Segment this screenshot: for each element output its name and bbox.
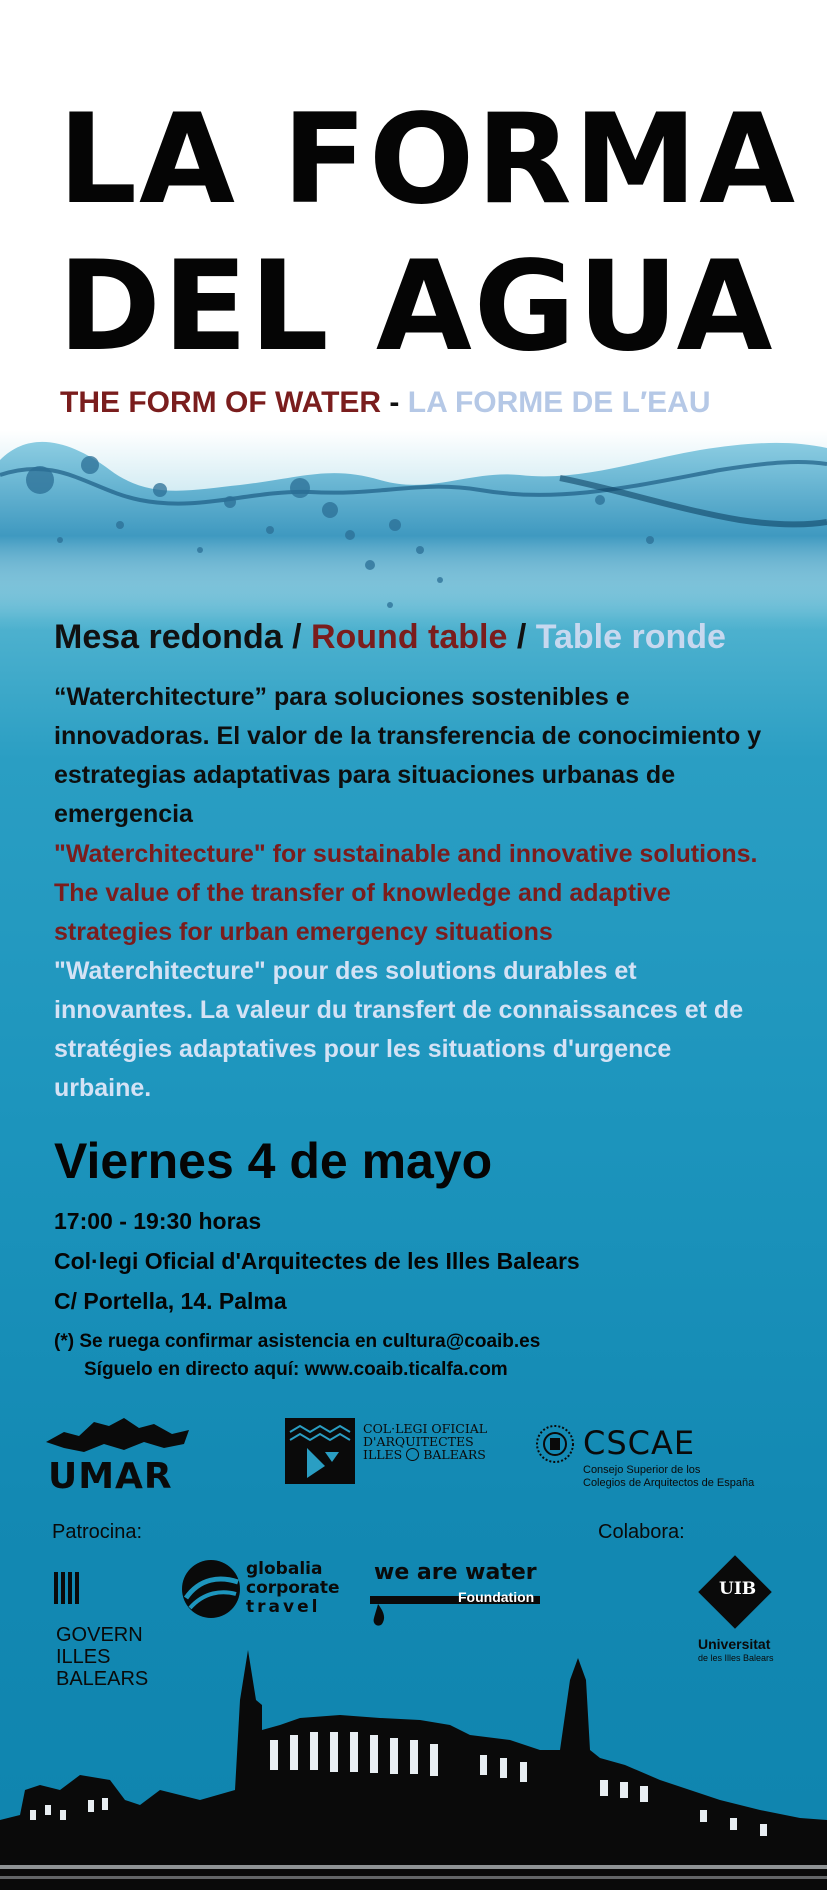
wearewater-foundation: Foundation	[458, 1589, 535, 1605]
globalia-line-2: corporate	[246, 1578, 340, 1598]
title-line-1: LA FORMA	[58, 88, 798, 232]
coaib-emblem-icon	[285, 1418, 355, 1484]
sponsor-label: Patrocina:	[52, 1521, 143, 1543]
coaib-line-2: D'ARQUITECTES	[363, 1434, 474, 1449]
subtitle-english: THE FORM OF WATER	[60, 386, 382, 419]
govern-stripes-icon	[54, 1568, 82, 1608]
cscae-seal-icon	[535, 1424, 575, 1464]
globalia-line-1: globalia	[246, 1559, 323, 1579]
mediterranean-map-icon	[44, 1412, 194, 1460]
description-spanish: “Waterchitecture” para soluciones sostenibles e innovadoras. El valor de la transferencia de conocimiento y estrategias adaptativas para situaciones urbanas de emergencia	[54, 683, 762, 828]
cscae-text: CSCAE	[583, 1424, 696, 1462]
section-english: Round table	[310, 618, 508, 656]
title-line-2: DEL AGUA	[58, 235, 775, 379]
cscae-sub-2: Colegios de Arquitectos de España	[583, 1477, 755, 1489]
livestream-note: Síguelo en directo aquí: www.coaib.ticalfa.com	[84, 1359, 508, 1380]
coaib-line-3: ILLES	[363, 1447, 403, 1462]
wearewater-logo	[370, 1560, 550, 1630]
coaib-line-4: BALEARS	[423, 1447, 486, 1462]
description-french: "Waterchitecture" pour des solutions durables et innovantes. La valeur du transfert de connaissances et de stratégies adaptatives pour les situations d'urgence urbaine.	[54, 957, 744, 1102]
event-address: C/ Portella, 14. Palma	[54, 1288, 287, 1314]
govern-line-3: BALEARS	[56, 1668, 149, 1690]
wearewater-text: we are water	[374, 1560, 537, 1585]
umar-text: UMAR	[48, 1456, 173, 1497]
section-separator-2: /	[507, 618, 536, 656]
coaib-line-1: COL·LEGI OFICIAL	[363, 1421, 488, 1436]
govern-line-1: GOVERN	[56, 1624, 143, 1646]
uib-badge-text: UIB	[719, 1579, 757, 1599]
collaborator-label: Colabora:	[598, 1521, 685, 1543]
rsvp-note: (*) Se ruega confirmar asistencia en cultura@coaib.es	[54, 1331, 541, 1352]
cscae-logo	[535, 1424, 785, 1494]
globalia-line-3: travel	[246, 1597, 321, 1617]
govern-line-2: ILLES	[56, 1646, 111, 1668]
description-english: "Waterchitecture" for sustainable and innovative solutions. The value of the transfer of knowledge and adaptive strategies for urban emergency situations	[54, 840, 758, 946]
subtitle	[60, 386, 711, 420]
subtitle-french: LA FORME DE L′EAU	[407, 386, 711, 419]
subtitle-separator: -	[381, 386, 408, 419]
section-separator-1: /	[282, 618, 311, 656]
umar-logo	[44, 1412, 194, 1502]
uib-subname: de les Illes Balears	[698, 1653, 774, 1663]
cscae-sub-1: Consejo Superior de los	[583, 1464, 701, 1476]
water-splash-image	[0, 430, 827, 630]
event-venue: Col·legi Oficial d'Arquitectes de les Illes Balears	[54, 1248, 580, 1274]
event-date: Viernes 4 de mayo	[54, 1133, 493, 1189]
globalia-logo	[180, 1558, 340, 1628]
globalia-globe-icon	[180, 1558, 242, 1620]
palma-cathedral-skyline-image	[0, 1640, 827, 1890]
uib-name: Universitat	[698, 1636, 771, 1652]
section-french: Table ronde	[535, 618, 726, 656]
event-time: 17:00 - 19:30 horas	[54, 1208, 262, 1234]
coaib-crest-icon	[406, 1448, 419, 1461]
coaib-logo	[285, 1418, 500, 1488]
section-spanish: Mesa redonda	[54, 618, 283, 656]
section-heading	[54, 618, 726, 657]
